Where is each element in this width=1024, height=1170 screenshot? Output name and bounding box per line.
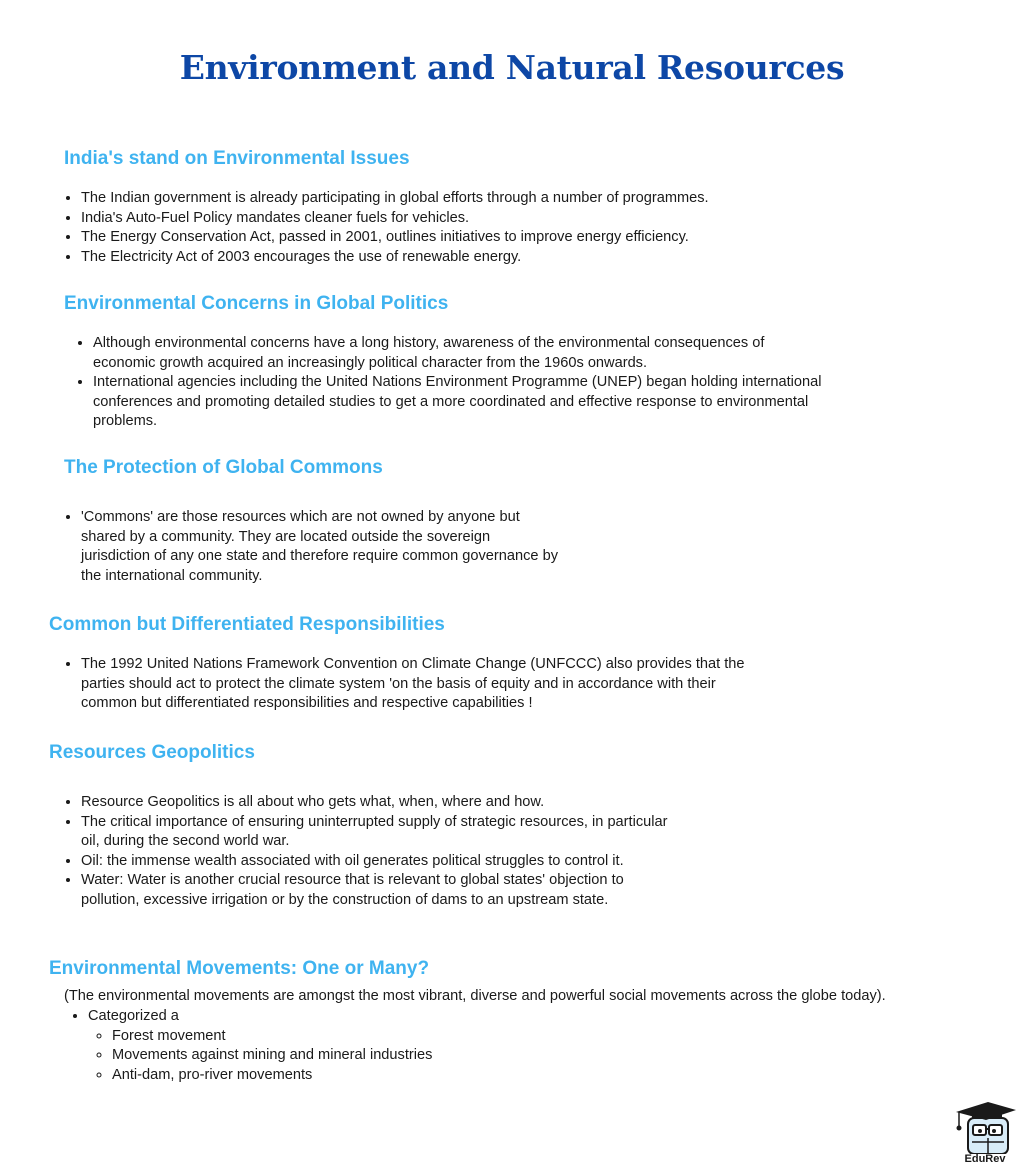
sub-list-item: ◦ Forest movement (112, 1027, 688, 1047)
india-stand-list (64, 189, 801, 267)
environmental-movements-intro: (The environmental movements are amongst the most vibrant, diverse and powerful social movements across the globe today). (64, 988, 886, 1004)
list-item: • Although environmental concerns have a long history, awareness of the environmental consequences of economic growth acquired an increasingly political character from the 1960s onwards. (93, 334, 823, 373)
section-heading-global-politics: Environmental Concerns in Global Politics (64, 293, 449, 314)
list-item (88, 1007, 688, 1085)
sub-list-item: ◦ Movements against mining and mineral industries (112, 1046, 688, 1066)
global-commons-list (64, 508, 561, 586)
edurev-logo (952, 1098, 1018, 1166)
section-heading-environmental-movements: Environmental Movements: One or Many? (49, 958, 430, 979)
section-heading-india-stand: India's stand on Environmental Issues (64, 148, 410, 169)
list-item: • Resource Geopolitics is all about who gets what, when, where and how. (81, 793, 681, 813)
environmental-movements-list (71, 1007, 688, 1085)
logo-text: EduRev (964, 1153, 1006, 1165)
list-item-text: Categorized a (88, 1008, 179, 1024)
section-heading-differentiated-responsibilities: Common but Differentiated Responsibilities (49, 614, 445, 635)
list-item: • 'Commons' are those resources which are not owned by anyone but shared by a community. They are located outside the sovereign jurisdiction of any one state and therefore require common governance by the international community. (81, 508, 561, 586)
section-heading-resources-geopolitics: Resources Geopolitics (49, 742, 255, 763)
list-item: • Oil: the immense wealth associated with oil generates political struggles to control it. (81, 852, 681, 872)
list-item: • The 1992 United Nations Framework Convention on Climate Change (UNFCCC) also provides that the parties should act to protect the climate system 'on the basis of equity and in accordance with their common but differentiated responsibilities and respective capabilities ! (81, 655, 771, 714)
movement-types-list (88, 1027, 688, 1086)
graduation-cap-mascot-icon (952, 1098, 1018, 1154)
page-title: Environment and Natural Resources (179, 48, 845, 87)
global-politics-list (76, 334, 823, 432)
resources-geopolitics-list (64, 793, 681, 911)
list-item: • Water: Water is another crucial resource that is relevant to global states' objection to pollution, excessive irrigation or by the construction of dams to an upstream state. (81, 871, 681, 910)
section-heading-global-commons: The Protection of Global Commons (64, 457, 383, 478)
list-item: • The Electricity Act of 2003 encourages the use of renewable energy. (81, 248, 801, 268)
list-item: • India's Auto-Fuel Policy mandates cleaner fuels for vehicles. (81, 209, 801, 229)
differentiated-responsibilities-list (64, 655, 771, 714)
sub-list-item: ◦ Anti-dam, pro-river movements (112, 1066, 688, 1086)
list-item: • The critical importance of ensuring uninterrupted supply of strategic resources, in particular oil, during the second world war. (81, 813, 681, 852)
list-item: • International agencies including the United Nations Environment Programme (UNEP) began holding international conferences and promoting detailed studies to get a more coordinated and effective response to environmental problems. (93, 373, 823, 432)
list-item: • The Indian government is already participating in global efforts through a number of programmes. (81, 189, 801, 209)
list-item: • The Energy Conservation Act, passed in 2001, outlines initiatives to improve energy efficiency. (81, 228, 801, 248)
